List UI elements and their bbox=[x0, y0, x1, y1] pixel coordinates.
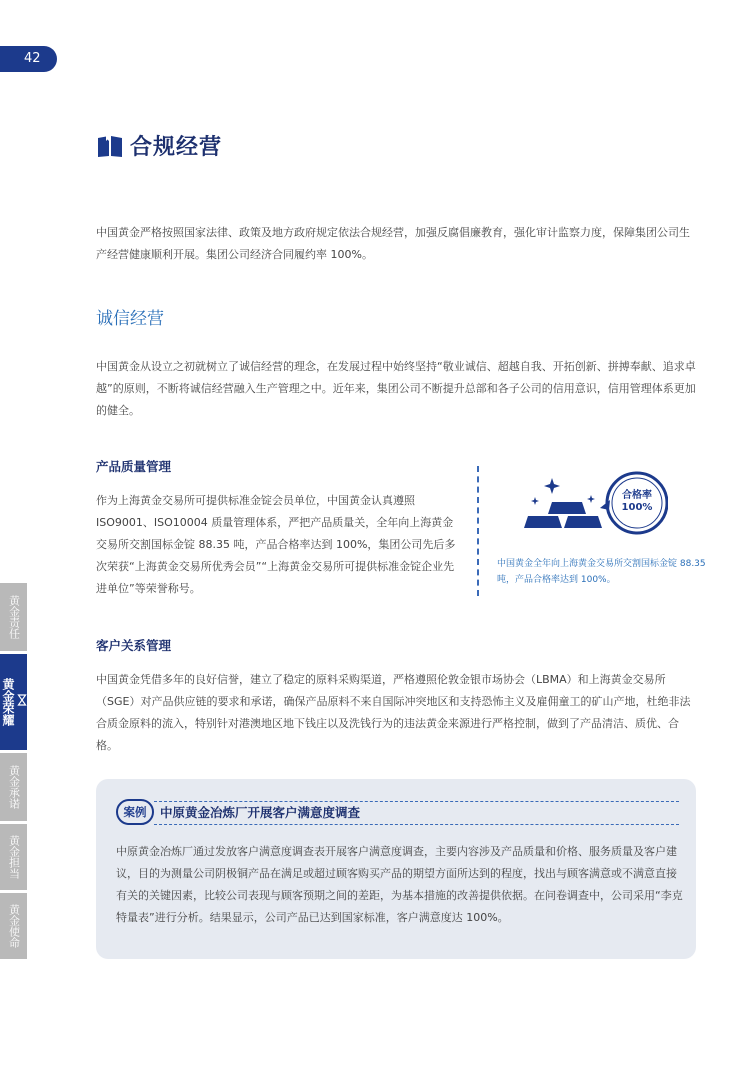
quality-heading: 产品质量管理 bbox=[96, 459, 172, 474]
case-study-box bbox=[96, 779, 696, 959]
page-number: 42 bbox=[0, 46, 57, 72]
gold-bars-figure bbox=[520, 470, 668, 540]
customer-heading: 客户关系管理 bbox=[96, 638, 172, 653]
case-header bbox=[116, 799, 360, 825]
quality-paragraph: 作为上海黄金交易所可提供标准金锭会员单位，中国黄金认真遵照ISO9001、ISO10004 质量管理体系，严把产品质量关，全年向上海黄金交易所交割国标金锭 88.35 吨，产品合格率达到 100%，集团公司先后多次荣获“上海黄金交易所优秀会员”“上海黄金交易所可提供标准金锭企业先进单位”等荣誉称号。 bbox=[96, 494, 456, 595]
page-title bbox=[96, 130, 222, 161]
figure-caption: 中国黄金全年向上海黄金交易所交割国标金锭 88.35 吨，产品合格率达到 100%。 bbox=[497, 559, 706, 585]
open-book-icon bbox=[96, 133, 124, 159]
side-nav-item-responsibility[interactable] bbox=[0, 583, 27, 651]
side-nav-label: 黄金使命 bbox=[7, 904, 21, 948]
integrity-heading: 诚信经营 bbox=[96, 309, 164, 329]
customer-paragraph: 中国黄金凭借多年的良好信誉，建立了稳定的原料采购渠道，严格遵照伦敦金银市场协会（LBMA）和上海黄金交易所（SGE）对产品供应链的要求和承诺，确保产品原料不来自国际冲突地区和支持恐怖主义及雇佣童工的矿山产地，杜绝非法合质金原料的流入，特别针对港澳地区地下钱庄以及洗钱行为的违法黄金来源进行严格控制，做到了产品清洁、质优、合格。 bbox=[96, 673, 691, 752]
integrity-paragraph: 中国黄金从设立之初就树立了诚信经营的理念，在发展过程中始终坚持“敬业诚信、超越自我、开拓创新、拼搏奉献、追求卓越”的原则，不断将诚信经营融入生产管理之中。近年来，集团公司不断提升总部和各子公司的信用意识，信用管理体系更加的健全。 bbox=[96, 360, 696, 417]
side-nav-label: 黄金担当 bbox=[7, 835, 21, 879]
side-nav-item-mission[interactable] bbox=[0, 893, 27, 959]
side-nav-item-duty[interactable] bbox=[0, 824, 27, 890]
pass-rate-label: 合格率 bbox=[622, 490, 652, 501]
side-nav-label: 黄金承诺 bbox=[7, 765, 21, 809]
intro-paragraph: 中国黄金严格按照国家法律、政策及地方政府规定依法合规经营，加强反腐倡廉教育，强化审计监察力度，保障集团公司生产经营健康顺利开展。集团公司经济合同履约率 100%。 bbox=[96, 226, 690, 261]
side-nav-label: 黄金荣耀 bbox=[1, 678, 15, 726]
divider bbox=[477, 466, 479, 596]
side-nav-label: 黄金责任 bbox=[7, 595, 21, 639]
hourglass-icon bbox=[17, 692, 27, 708]
case-text: 中原黄金冶炼厂通过发放客户满意度调查表开展客户满意度调查，主要内容涉及产品质量和价格、服务质量及客户建议，目的为测量公司阴极铜产品在满足或超过顾客购买产品的期望方面所达到的程度，找出与顾客满意或不满意直接有关的关键因素，比较公司表现与顾客预期之间的差距，为基本措施的改善提供依据。在问卷调查中，公司采用“李克特量表”进行分析。结果显示，公司产品已达到国家标准，客户满意度达 100%。 bbox=[116, 845, 683, 924]
case-badge: 案例 bbox=[116, 799, 154, 825]
side-nav bbox=[0, 583, 27, 962]
case-title: 中原黄金冶炼厂开展客户满意度调查 bbox=[160, 805, 361, 820]
pass-rate-value: 100% bbox=[621, 502, 653, 513]
side-nav-item-honor[interactable] bbox=[0, 654, 27, 750]
side-nav-item-commitment[interactable] bbox=[0, 753, 27, 821]
page-title-text: 合规经营 bbox=[130, 135, 223, 160]
